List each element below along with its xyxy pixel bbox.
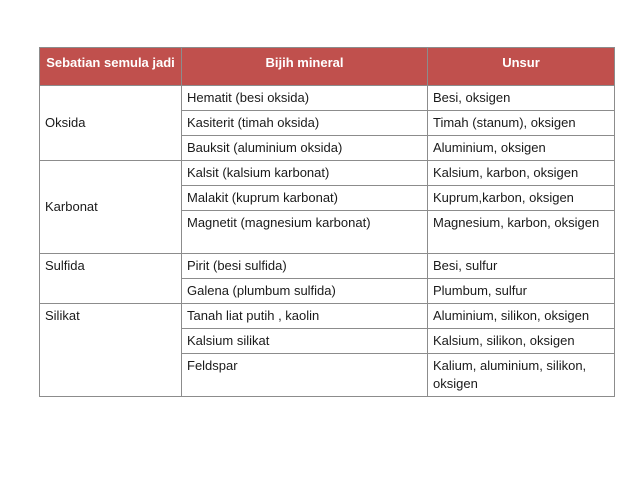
element-cell: Aluminium, silikon, oksigen <box>428 304 615 329</box>
element-cell: Kalsium, karbon, oksigen <box>428 161 615 186</box>
header-natural-compound: Sebatian semula jadi <box>40 48 182 86</box>
header-row <box>40 48 615 86</box>
mineral-cell: Feldspar <box>182 354 428 397</box>
element-cell: Kalium, aluminium, silikon, oksigen <box>428 354 615 397</box>
group-cell-karbonat: Karbonat <box>40 161 182 254</box>
mineral-cell: Tanah liat putih , kaolin <box>182 304 428 329</box>
mineral-cell: Bauksit (aluminium oksida) <box>182 136 428 161</box>
element-cell: Magnesium, karbon, oksigen <box>428 211 615 254</box>
group-cell-silikat: Silikat <box>40 304 182 397</box>
element-cell: Besi, oksigen <box>428 86 615 111</box>
group-cell-sulfida: Sulfida <box>40 254 182 304</box>
element-cell: Kuprum,karbon, oksigen <box>428 186 615 211</box>
mineral-cell: Galena (plumbum sulfida) <box>182 279 428 304</box>
mineral-cell: Kalsium silikat <box>182 329 428 354</box>
table-row <box>40 304 615 329</box>
group-cell-oksida: Oksida <box>40 86 182 161</box>
mineral-cell: Pirit (besi sulfida) <box>182 254 428 279</box>
minerals-table <box>39 47 615 397</box>
table-row <box>40 161 615 186</box>
element-cell: Kalsium, silikon, oksigen <box>428 329 615 354</box>
element-cell: Aluminium, oksigen <box>428 136 615 161</box>
table-row <box>40 86 615 111</box>
mineral-cell: Hematit (besi oksida) <box>182 86 428 111</box>
table-row <box>40 254 615 279</box>
mineral-cell: Magnetit (magnesium karbonat) <box>182 211 428 254</box>
element-cell: Timah (stanum), oksigen <box>428 111 615 136</box>
header-element: Unsur <box>428 48 615 86</box>
element-cell: Plumbum, sulfur <box>428 279 615 304</box>
mineral-cell: Kasiterit (timah oksida) <box>182 111 428 136</box>
mineral-cell: Kalsit (kalsium karbonat) <box>182 161 428 186</box>
mineral-cell: Malakit (kuprum karbonat) <box>182 186 428 211</box>
element-cell: Besi, sulfur <box>428 254 615 279</box>
header-mineral-ore: Bijih mineral <box>182 48 428 86</box>
